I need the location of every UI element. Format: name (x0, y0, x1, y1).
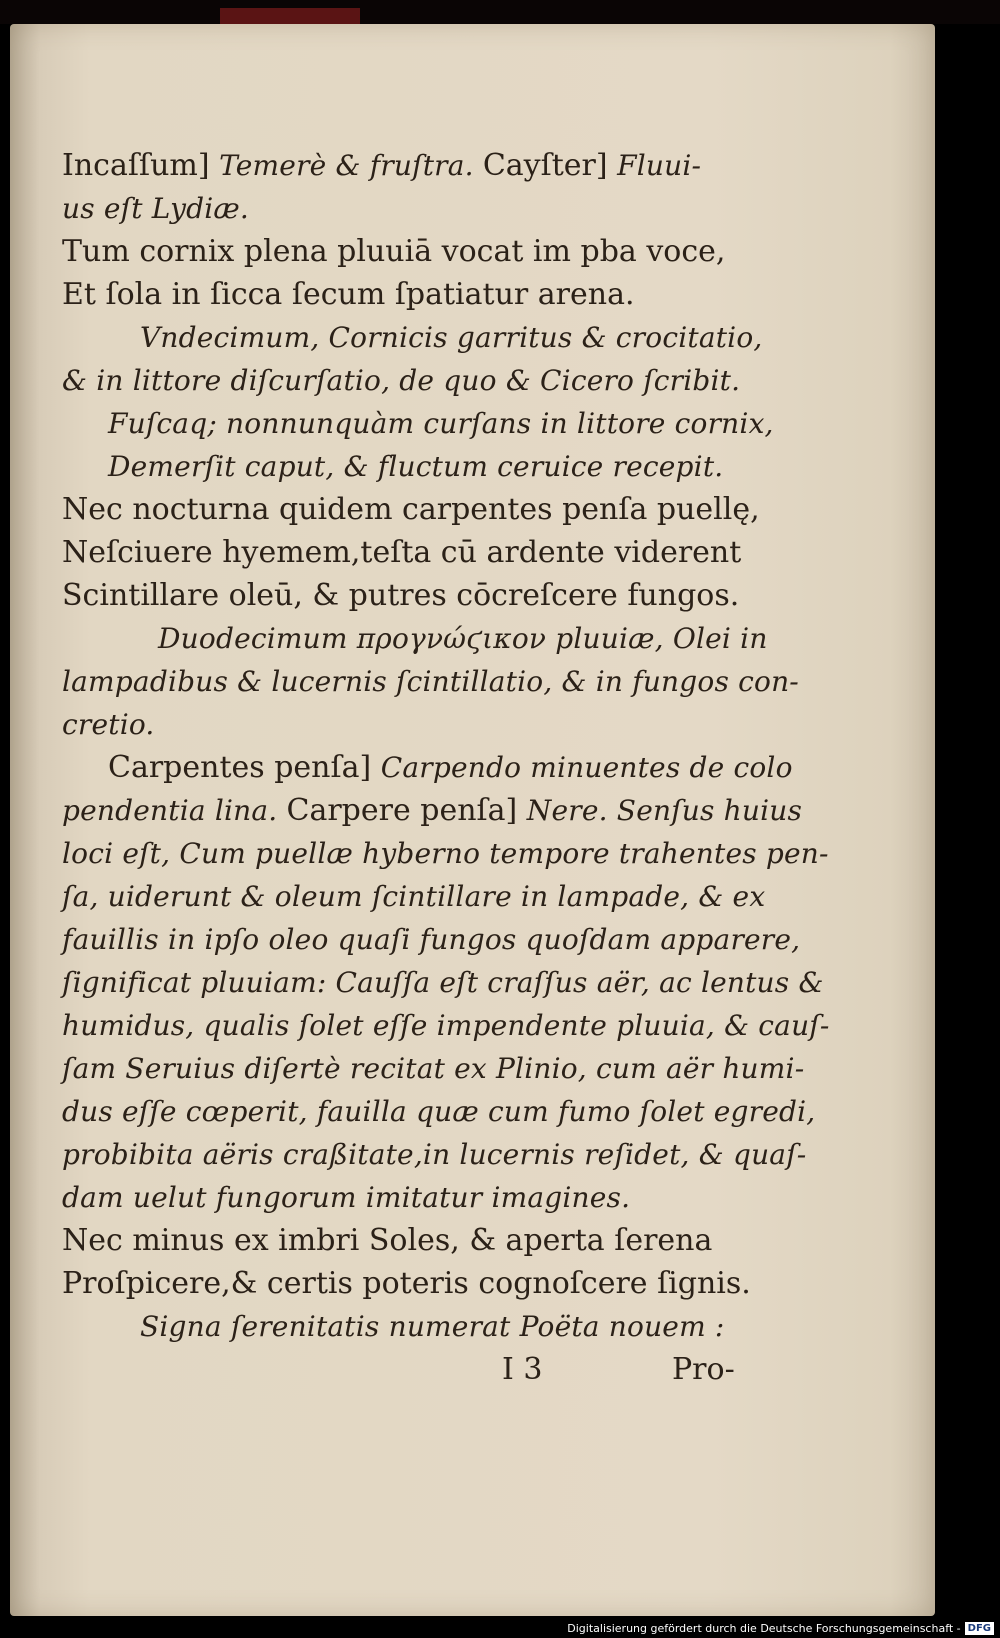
italic-text: Carpendo minuentes de colo (380, 751, 793, 784)
italic-text: fauillis in ipſo oleo quaſi fungos quoſdam apparere, (62, 923, 801, 956)
italic-text: ſam Seruius diſertè recitat ex Plinio, cum aër humi- (62, 1052, 805, 1085)
italic-text: Fluui- (617, 149, 702, 182)
text-line (62, 187, 782, 230)
page-footer (62, 1348, 782, 1391)
text-line (62, 1090, 816, 1133)
text-line (62, 746, 793, 789)
text-line (62, 832, 829, 875)
text-line (62, 359, 782, 402)
red-edge (220, 8, 360, 24)
text-line (62, 875, 782, 918)
text-line (62, 488, 782, 531)
text-line (62, 703, 782, 746)
italic-text: Signa ſerenitatis numerat Poëta nouem : (140, 1310, 725, 1343)
italic-text: Demerſit caput, & fluctum ceruice recepit. (108, 450, 724, 483)
italic-text: dam uelut fungorum imitatur imagines. (62, 1181, 631, 1214)
top-border (0, 0, 1000, 24)
text-line (62, 617, 782, 660)
italic-text: ſignificat pluuiam: Cauſſa eſt craſſus aër, ac lentus & (62, 966, 824, 999)
roman-text: Cayſter] (482, 148, 618, 183)
roman-text: Tum cornix plena pluuiā vocat im pba voce, (62, 234, 726, 269)
text-line (62, 660, 799, 703)
digitization-credit (567, 1620, 994, 1636)
italic-text: probibita aëris craßitate,in lucernis reſidet, & quaſ- (62, 1138, 807, 1171)
italic-text: loci eſt, Cum puellæ hyberno tempore trahentes pen- (62, 837, 829, 870)
page-text (62, 144, 830, 1391)
italic-text: Vndecimum, Cornicis garritus & crocitatio, (140, 321, 763, 354)
text-line (62, 574, 782, 617)
text-line (62, 402, 782, 445)
text-line (62, 144, 782, 187)
italic-text: pendentia lina. (62, 794, 287, 827)
roman-text: Incaſſum] (62, 148, 220, 183)
text-line (62, 1133, 807, 1176)
italic-text: lampadibus & lucernis ſcintillatio, & in fungos con- (62, 665, 799, 698)
italic-text: cretio. (62, 708, 155, 741)
italic-text: ſa, uiderunt & oleum ſcintillare in lampade, & ex (62, 880, 766, 913)
text-line (62, 1176, 782, 1219)
text-line (62, 1047, 805, 1090)
text-line (62, 1004, 830, 1047)
text-line (62, 918, 801, 961)
text-line (62, 445, 782, 488)
book-page (10, 24, 935, 1616)
italic-text: Temerè (219, 149, 336, 182)
italic-text: humidus, qualis ſolet eſſe impendente pluuia, & cauſ- (62, 1009, 830, 1042)
italic-text: us eſt Lydiæ. (62, 192, 250, 225)
roman-text: Et ſola in ſicca ſecum ſpatiatur arena. (62, 277, 635, 312)
text-line (62, 961, 824, 1004)
italic-text: fruſtra. (369, 149, 483, 182)
roman-text: Neſciuere hyemem,teſta cū ardente viderent (62, 535, 742, 570)
italic-text: Duodecimum προγνώϛικον pluuiæ, Olei in (158, 622, 768, 655)
text-line (62, 230, 782, 273)
roman-text: Scintillare oleū, & putres cōcreſcere fungos. (62, 578, 740, 613)
italic-text: dus eſſe cœperit, fauilla quæ cum fumo ſolet egredi, (62, 1095, 816, 1128)
text-line (62, 1262, 782, 1305)
roman-text: Carpere penſa] (286, 793, 527, 828)
text-line (62, 316, 782, 359)
roman-text: Nec minus ex imbri Soles, & aperta ſerena (62, 1223, 713, 1258)
roman-text: Proſpicere,& certis poteris cognoſcere ſignis. (62, 1266, 751, 1301)
italic-text: Nere. Senſus huius (526, 794, 803, 827)
italic-text: & (335, 149, 370, 182)
dfg-logo: DFG (965, 1622, 994, 1635)
italic-text: & in littore diſcurſatio, de quo & Cicero ſcribit. (62, 364, 741, 397)
credit-text: Digitalisierung gefördert durch die Deutsche Forschungsgemeinschaft - (567, 1621, 961, 1635)
roman-text: Carpentes penſa] (108, 750, 381, 785)
roman-text: Nec nocturna quidem carpentes penſa puellę, (62, 492, 760, 527)
text-line (62, 1219, 782, 1262)
text-line (62, 1305, 782, 1348)
text-line (62, 273, 782, 316)
italic-text: Fuſcaq; nonnunquàm curſans in littore cornix, (108, 407, 774, 440)
text-line (62, 531, 782, 574)
text-line (62, 789, 803, 832)
catchword: Pro- (672, 1352, 735, 1387)
signature-mark: I 3 (502, 1352, 543, 1387)
